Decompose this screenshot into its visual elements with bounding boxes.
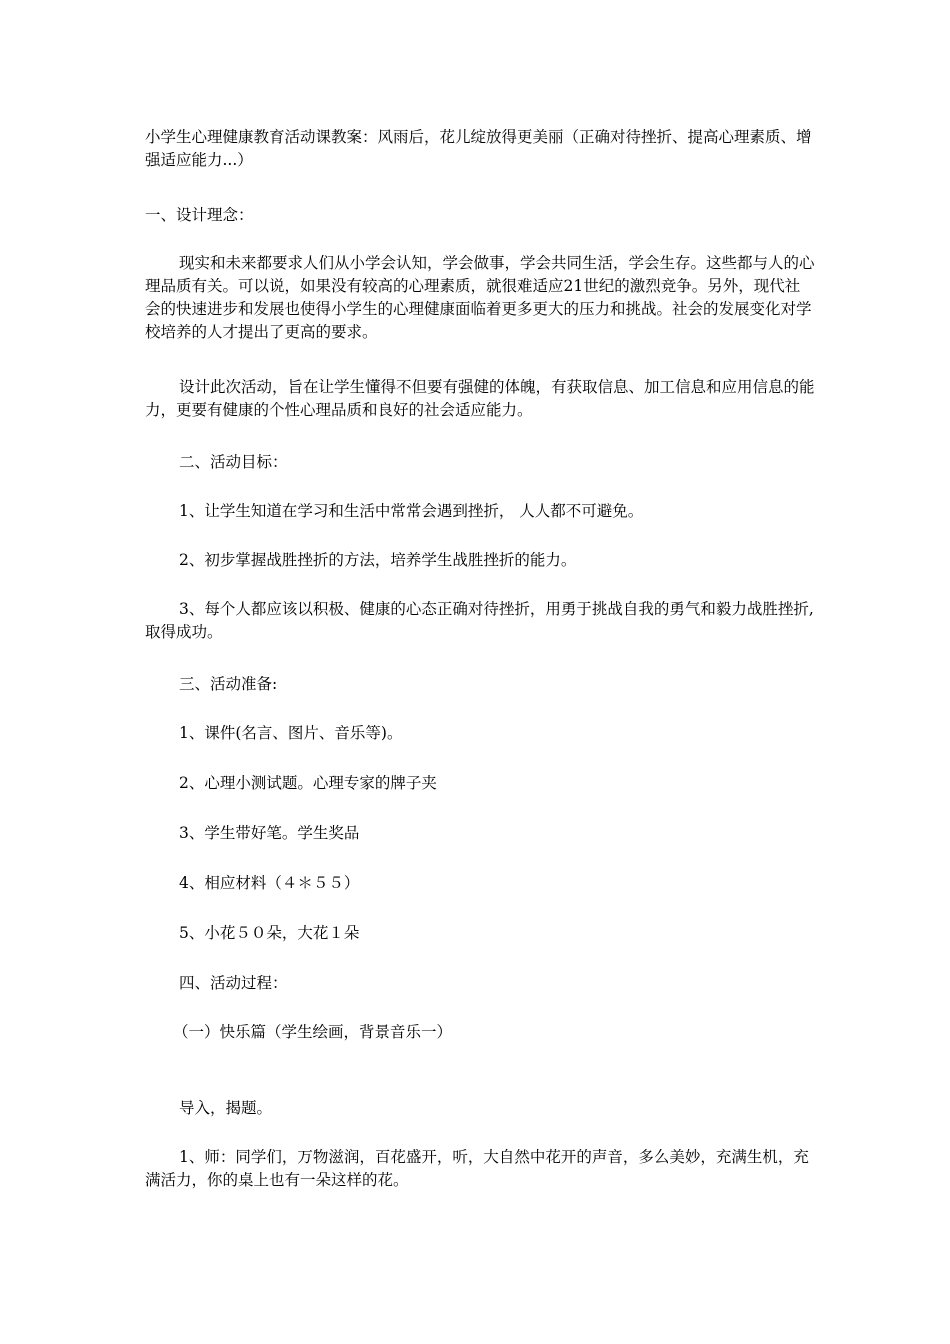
design-concept-paragraph-2: 设计此次活动，旨在让学生懂得不但要有强健的体魄，有获取信息、加工信息和应用信息的能力，更要有健康的个性心理品质和良好的社会适应能力。 [145,378,815,419]
prep-item-5: 5、小花５０朵，大花１朵 [179,924,360,942]
goal-1: 1、让学生知道在学习和生活中常常会遇到挫折， 人人都不可避免。 [179,502,644,520]
teacher-line-1: 1、师：同学们，万物滋润，百花盛开，听，大自然中花开的声音，多么美妙，充满生机，充满活力，你的桌上也有一朵这样的花。 [145,1148,809,1189]
goals-heading: 二、活动目标： [179,453,288,471]
prep-item-2: 2、心理小测试题。心理专家的牌子夹 [179,774,437,792]
prep-heading: 三、活动准备: [179,675,278,693]
process-part-1: （一）快乐篇（学生绘画，背景音乐一） [173,1023,453,1041]
prep-item-4: 4、相应材料（４＊５５） [179,874,360,892]
prep-item-1: 1、课件(名言、图片、音乐等)。 [179,724,403,742]
document-title: 小学生心理健康教育活动课教案：风雨后，花儿绽放得更美丽（正确对待挫折、提高心理素质、增强适应能力...） [145,128,812,169]
prep-item-3: 3、学生带好笔。学生奖品 [179,824,360,842]
goal-3: 3、每个人都应该以积极、健康的心态正确对待挫折，用勇于挑战自我的勇气和毅力战胜挫折,取得成功。 [145,600,814,641]
design-concept-heading: 一、设计理念： [145,206,254,224]
process-heading: 四、活动过程： [179,974,288,992]
design-concept-paragraph-1: 现实和未来都要求人们从小学会认知，学会做事，学会共同生活，学会生存。这些都与人的心理品质有关。可以说，如果没有较高的心理素质，就很难适应21世纪的激烈竞争。另外，现代社会的快速进步和发展也使得小学生的心理健康面临着更多更大的压力和挑战。社会的发展变化对学校培养的人才提出了更高的要求。 [145,254,815,341]
goal-2: 2、初步掌握战胜挫折的方法，培养学生战胜挫折的能力。 [179,551,577,569]
intro-line: 导入，揭题。 [179,1099,273,1117]
